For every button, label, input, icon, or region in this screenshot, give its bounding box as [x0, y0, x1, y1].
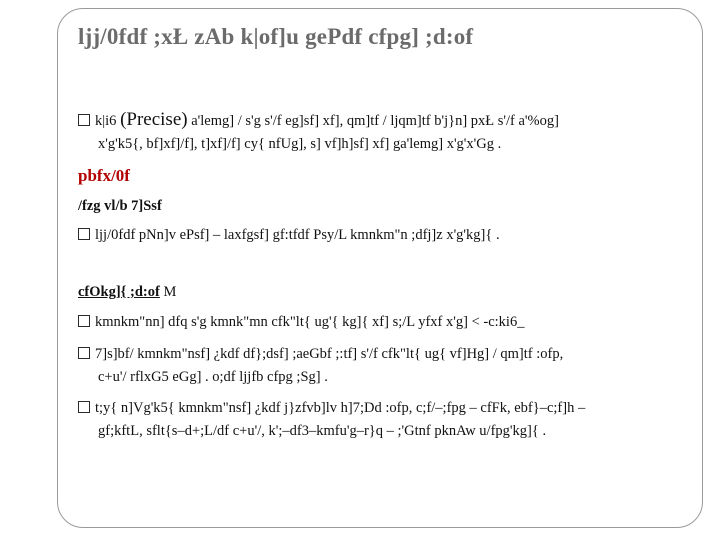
- slide-frame: [57, 8, 703, 528]
- intro-line2: x'g'k5{, bf]xf]/f], t]xf]/f] cy{ nfUg], s] vf]h]sf] xf] ga'lemg] x'g'x'Gg .: [98, 136, 502, 152]
- problem-item-3-line1: t;y{ n]Vg'k5{ kmnkm"nsf] ¿kdf j}zfvb]lv h]7;Dd :ofp, c;f/–;fpg – cfFk, ebf}–c;f]h –: [95, 400, 586, 416]
- example-heading: pbfx/0f: [78, 166, 130, 185]
- problem-item-3: [78, 397, 696, 443]
- problem-heading-label: cfOkg]{ ;d:of: [78, 284, 160, 300]
- example-item-text: ljj/0fdf pNn]v ePsf] – laxfgsf] gf:tfdf Psy/L kmnkm"n ;dfj]z x'g'kg]{ .: [95, 227, 500, 243]
- example-item: [78, 224, 696, 247]
- problem-item-2: [78, 343, 696, 389]
- problem-item-2-line1: 7]s]bf/ kmnkm"nsf] ¿kdf df};dsf] ;aeGbf ;:tf] s'/f cfk"lt{ ug{ vf]Hg] / qm]tf :ofp,: [95, 346, 564, 362]
- square-bullet-icon: [78, 347, 90, 359]
- example-subheading: /fzg vl/b 7]Ssf: [78, 198, 162, 214]
- square-bullet-icon: [78, 315, 90, 327]
- problem-item-2-line2: c+u'/ rflxG5 eGg] . o;df ljjfb cfpg ;Sg] .: [98, 369, 328, 385]
- square-bullet-icon: [78, 114, 90, 126]
- intro-line1-rest: a'lemg] / s'g s'/f eg]sf] xf], qm]tf / ljqm]tf b'j}n] pxŁ s'/f a'%og]: [191, 113, 559, 129]
- problem-heading: [78, 284, 176, 301]
- problem-item-1-text: kmnkm"nn] dfq s'g kmnk"mn cfk"lt{ ug'{ kg]{ xf] s;/L yfxf x'g] < -c:ki6_: [95, 314, 525, 330]
- problem-item-3-line2: gf;kftL, sflt{s–d+;L/df c+u'/, k';–df3–kmfu'g–r}q – ;'Gtnf pknAw u/fpg'kg]{ .: [98, 423, 547, 439]
- problem-heading-tail: M: [163, 284, 177, 300]
- intro-paragraph: [78, 108, 696, 156]
- problem-item-1: [78, 311, 696, 334]
- intro-lead-paren: (Precise): [120, 109, 188, 130]
- square-bullet-icon: [78, 228, 90, 240]
- slide-title: ljj/0fdf ;xŁ zAb k|of]u gePdf cfpg] ;d:of: [78, 24, 474, 49]
- square-bullet-icon: [78, 401, 90, 413]
- intro-lead: k|i6: [95, 113, 117, 129]
